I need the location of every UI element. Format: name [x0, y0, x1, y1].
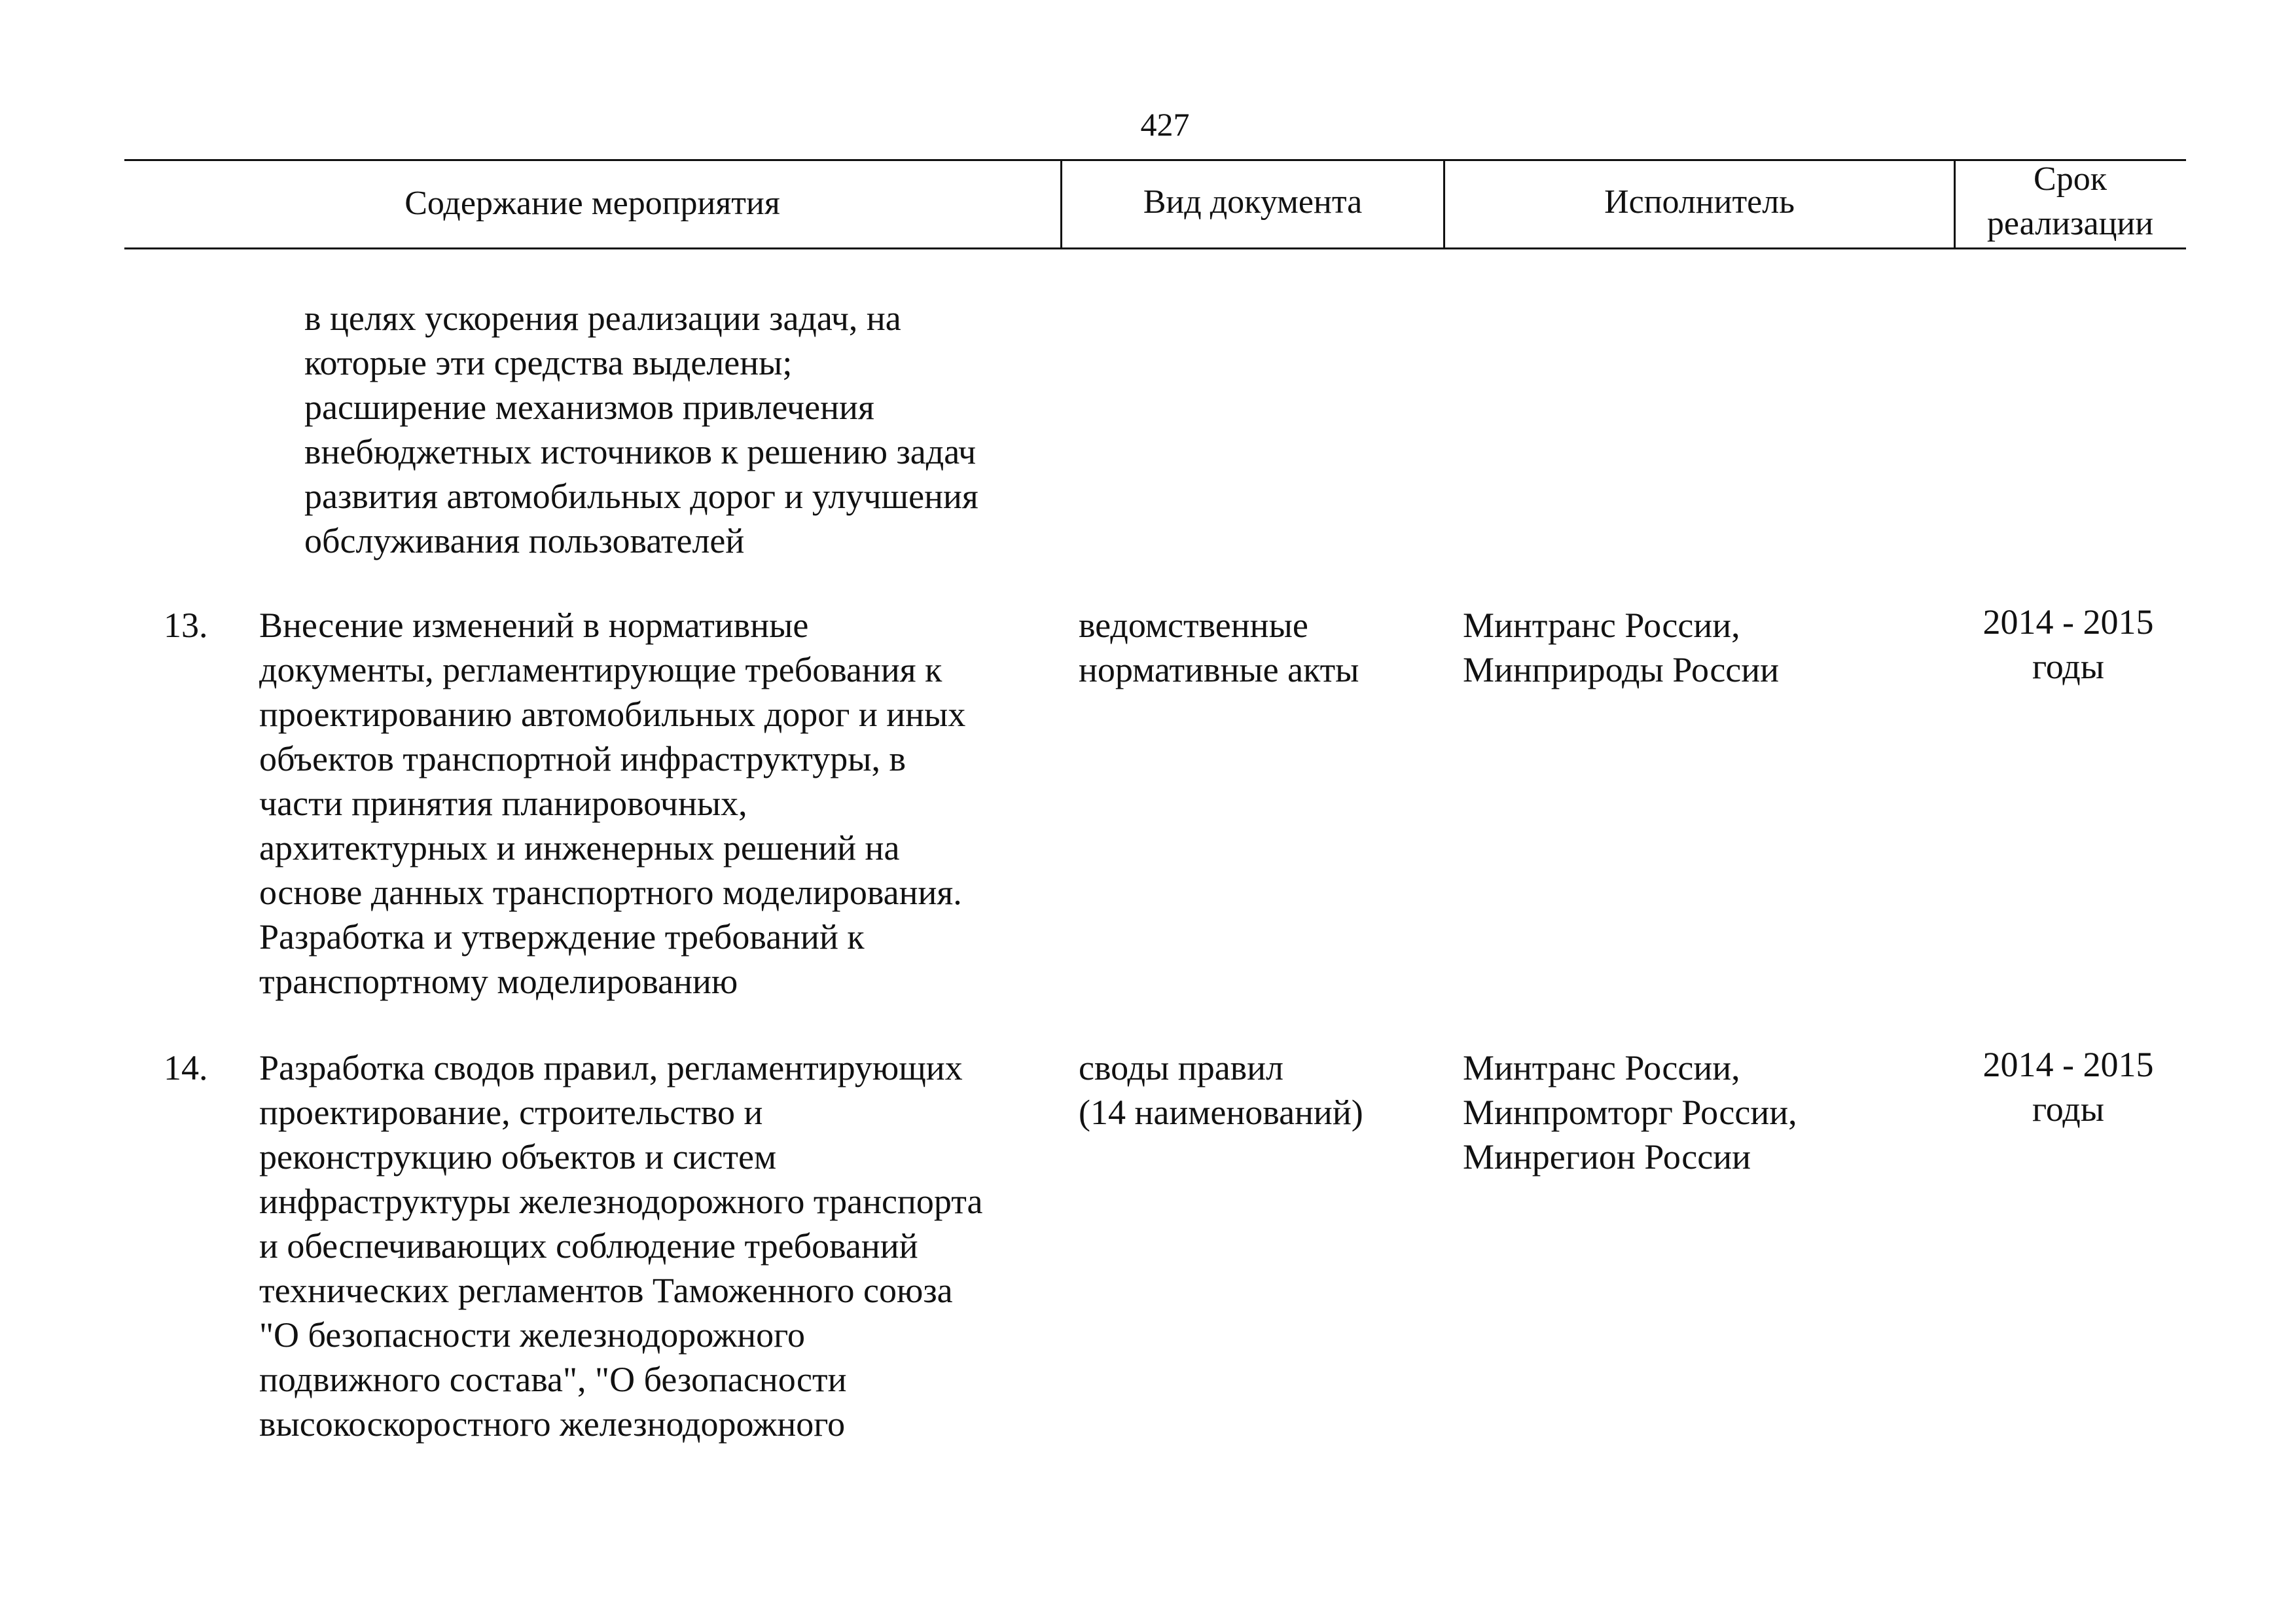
header-executor: Исполнитель [1604, 183, 1795, 221]
header-bottom-rule [124, 247, 2186, 249]
header-content: Содержание мероприятия [404, 185, 780, 222]
row-number: 13. [164, 606, 208, 645]
header-deadline: Срок реализации [1986, 160, 2154, 242]
row-content: Разработка сводов правил, регламентирующих проектирование, строительство и реконструкцию объектов и систем инфраструктуры железнодорожного транспорта и обеспечивающих соблюдение требований технических регламентов Таможенного союза "О безопасности железнодорожного подвижного состава", "О безопасности высокоскоростного железнодорожного [259, 1048, 983, 1444]
row-executor: Минтранс России, Минприроды России [1463, 606, 1780, 689]
row-deadline: 2014 - 2015 годы [1982, 602, 2154, 686]
row-deadline: 2014 - 2015 годы [1982, 1045, 2154, 1129]
row-content: Внесение изменений в нормативные документы, регламентирующие требования к проектированию автомобильных дорог и иных объектов транспортной инфраструктуры, в части принятия планировочных, архитектурных и инженерных решений на основе данных транспортного моделирования. Разработка и утверждение требований к транспортному моделированию [259, 606, 966, 1001]
row-doc-type: ведомственные нормативные акты [1079, 606, 1359, 689]
row-number: 14. [164, 1048, 208, 1087]
row-executor: Минтранс России, Минпромторг России, Минрегион России [1463, 1048, 1797, 1176]
header-doc-type: Вид документа [1143, 183, 1363, 221]
row-doc-type: своды правил (14 наименований) [1079, 1048, 1363, 1132]
continuation-content: в целях ускорения реализации задач, на которые эти средства выделены; расширение механизмов привлечения внебюджетных источников к решению задач развития автомобильных дорог и улучшения обслуживания пользователей [304, 299, 978, 560]
header-top-rule [124, 159, 2186, 161]
page-number: 427 [1140, 106, 1190, 143]
